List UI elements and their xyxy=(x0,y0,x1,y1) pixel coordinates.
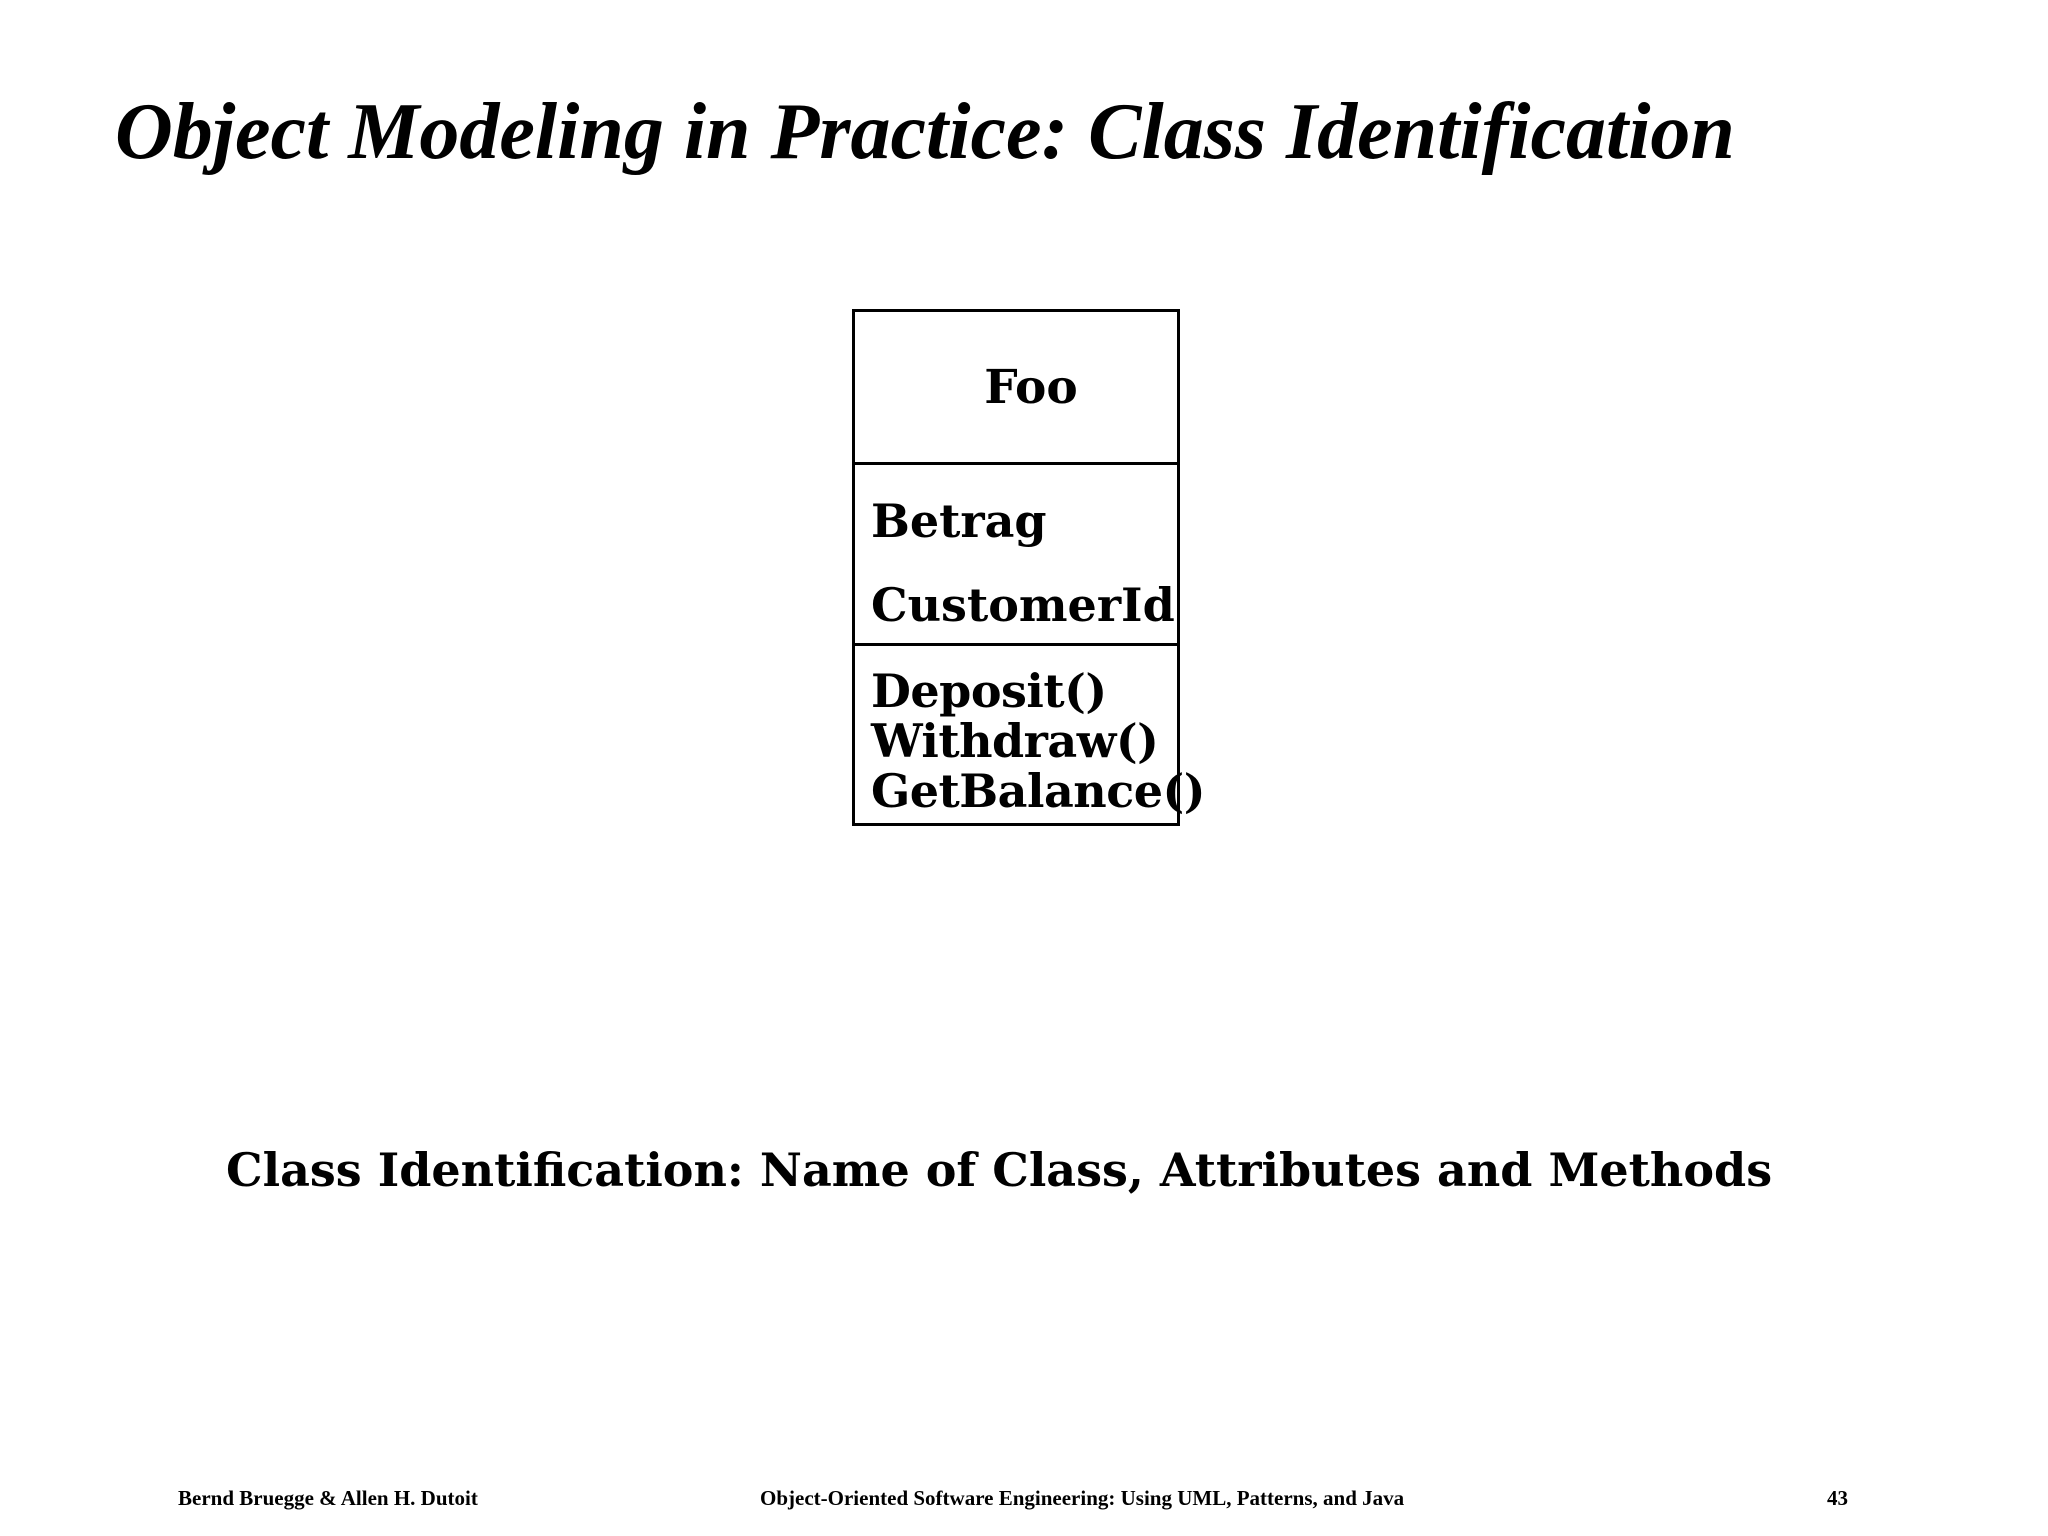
slide-caption: Class Identification: Name of Class, Attributes and Methods xyxy=(226,1143,1773,1197)
footer-authors: Bernd Bruegge & Allen H. Dutoit xyxy=(178,1486,478,1510)
uml-attribute: CustomerId xyxy=(871,578,1175,632)
uml-class-name: Foo xyxy=(855,312,1177,465)
uml-attributes-compartment xyxy=(855,465,1177,646)
uml-attribute: Betrag xyxy=(871,494,1047,548)
uml-class-box xyxy=(852,309,1206,826)
uml-method: Withdraw() xyxy=(871,714,1159,768)
uml-method: GetBalance() xyxy=(871,764,1206,818)
slide-title: Object Modeling in Practice: Class Identification xyxy=(115,88,1735,176)
footer-page-number: 43 xyxy=(1827,1486,1848,1510)
uml-method: Deposit() xyxy=(871,664,1107,718)
uml-methods-compartment xyxy=(855,646,1206,823)
footer-book-title: Object-Oriented Software Engineering: Using UML, Patterns, and Java xyxy=(760,1486,1405,1510)
